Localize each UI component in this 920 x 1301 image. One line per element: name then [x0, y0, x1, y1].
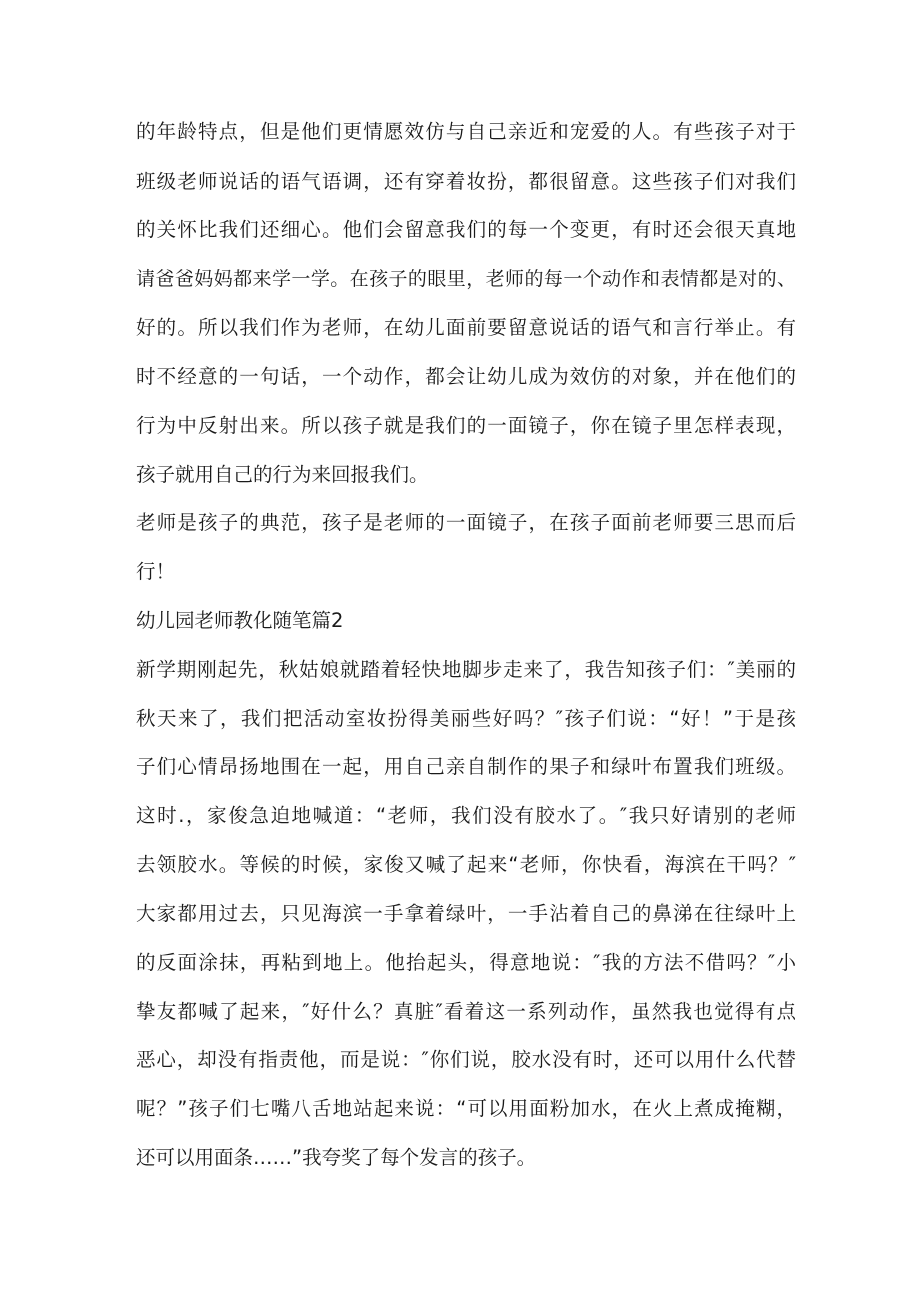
paragraph-line: 大家都用过去，只见海滨一手拿着绿叶，一手沾着自己的鼻涕在往绿叶上: [136, 902, 796, 925]
paragraph-line: 这时.，家俊急迫地喊道：“老师，我们没有胶水了。″我只好请别的老师: [136, 804, 796, 827]
paragraph-line: 新学期刚起先，秋姑娘就踏着轻快地脚步走来了，我告知孩子们：″美丽的: [136, 658, 796, 681]
paragraph-line: 老师是孩子的典范，孩子是老师的一面镜子，在孩子面前老师要三思而后: [136, 511, 796, 534]
paragraph-line: 恶心，却没有指责他，而是说：″你们说，胶水没有时，还可以用什么代替: [136, 1048, 796, 1071]
paragraph-line: 的年龄特点，但是他们更情愿效仿与自己亲近和宠爱的人。有些孩子对于: [136, 120, 796, 143]
paragraph-line: 秋天来了，我们把活动室妆扮得美丽些好吗？″孩子们说：“好！”于是孩: [136, 707, 796, 730]
section-heading: 幼儿园老师教化随笔篇2: [136, 609, 344, 632]
paragraph-line: 行为中反射出来。所以孩子就是我们的一面镜子，你在镜子里怎样表现，: [136, 414, 796, 437]
paragraph-line: 去领胶水。等候的时候，家俊又喊了起来“老师，你快看，海滨在干吗？″: [136, 853, 796, 876]
paragraph-line-last: 行！: [136, 560, 176, 583]
paragraph-line: 挚友都喊了起来，″好什么？真脏″看着这一系列动作，虽然我也觉得有点: [136, 1000, 796, 1023]
paragraph-line: 班级老师说话的语气语调，还有穿着妆扮，都很留意。这些孩子们对我们: [136, 170, 796, 193]
paragraph-line: 的反面涂抹，再粘到地上。他抬起头，得意地说：″我的方法不借吗？″小: [136, 951, 796, 974]
paragraph-line: 时不经意的一句话，一个动作，都会让幼儿成为效仿的对象，并在他们的: [136, 365, 796, 388]
paragraph-line: 呢？”孩子们七嘴八舌地站起来说：“可以用面粉加水，在火上煮成掩糊，: [136, 1097, 796, 1120]
paragraph-line: 的关怀比我们还细心。他们会留意我们的每一个变更，有时还会很天真地: [136, 218, 796, 241]
paragraph-line-last: 孩子就用自己的行为来回报我们。: [136, 463, 429, 486]
paragraph-line-last: 还可以用面条……”我夸奖了每个发言的孩子。: [136, 1146, 537, 1169]
paragraph-line: 请爸爸妈妈都来学一学。在孩子的眼里，老师的每一个动作和表情都是对的、: [136, 268, 796, 290]
paragraph-line: 好的。所以我们作为老师，在幼儿面前要留意说话的语气和言行举止。有: [136, 316, 796, 339]
paragraph-line: 子们心情昂扬地围在一起，用自己亲自制作的果子和绿叶布置我们班级。: [136, 755, 796, 778]
